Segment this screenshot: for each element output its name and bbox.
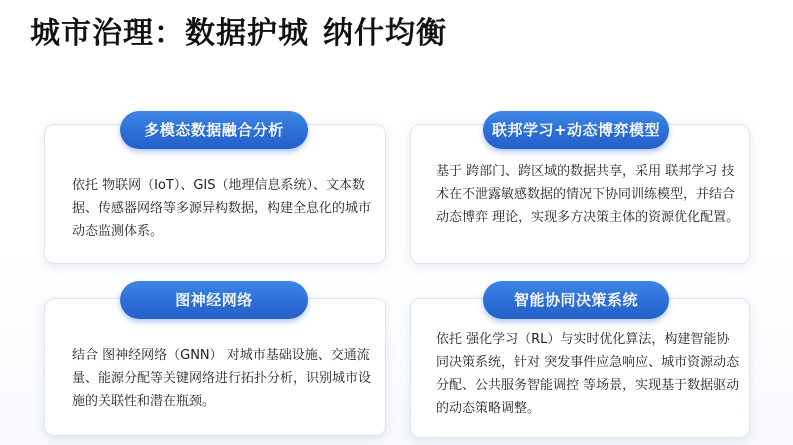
card-heading-graph-neural-network: 图神经网络 [120, 281, 308, 319]
card-body-graph-neural-network: 结合 图神经网络（GNN） 对城市基础设施、交通流量、能源分配等关键网络进行拓扑分析，识别城市设施的关联性和潜在瓶颈。 [72, 348, 372, 409]
card-body-collaborative-decision: 依托 强化学习（RL）与实时优化算法，构建智能协同决策系统，针对 突发事件应急响应、城市资源动态分配、公共服务智能调控 等场景，实现基于数据驱动的动态策略调整。 [436, 332, 740, 416]
card-heading-federated-learning: 联邦学习+动态博弈模型 [483, 111, 669, 149]
card-body-multimodal-fusion: 依托 物联网（IoT）、GIS（地理信息系统）、文本数据、传感器网络等多源异构数据，构建全息化的城市动态监测体系。 [72, 178, 372, 239]
page-title-main: 城市治理：数据护城 [30, 16, 309, 51]
card-heading-multimodal-fusion: 多模态数据融合分析 [120, 111, 308, 149]
page-title [30, 12, 447, 56]
page-title-sub: 纳什均衡 [323, 16, 447, 51]
card-body-federated-learning: 基于 跨部门、跨区域的数据共享，采用 联邦学习 技术在不泄露敏感数据的情况下协同训练模型，并结合 动态博弈 理论，实现多方决策主体的资源优化配置。 [436, 164, 740, 225]
card-heading-collaborative-decision: 智能协同决策系统 [483, 281, 669, 319]
